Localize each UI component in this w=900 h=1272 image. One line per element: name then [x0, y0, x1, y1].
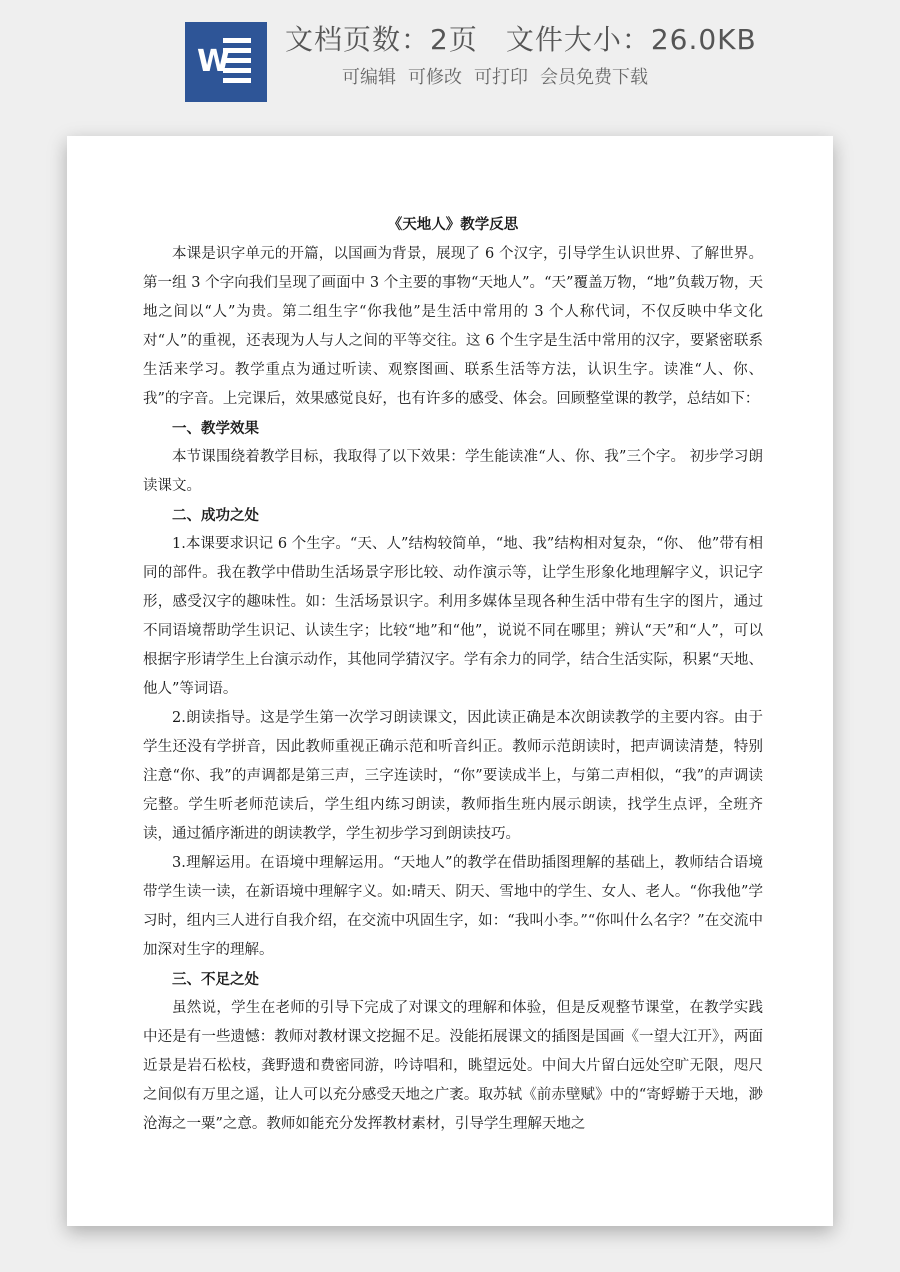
- word-document-icon: [185, 22, 267, 102]
- feature-member-download: 会员免费下载: [540, 67, 648, 88]
- success-item-1: 1.本课要求识记 6 个生字。“天、人”结构较简单，“地、我”结构相对复杂，“你、 他”带有相同的部件。我在教学中借助生活场景字形比较、动作演示等，让学生形象化地理解字义，识记字形，感受汉字的趣味性。如：生活场景识字。利用多媒体呈现各种生活中带有生字的图片，通过不同语境帮助学生识记、认读生字；比较“地”和“他”，说说不同在哪里；辨认“天”和“人”，可以根据字形请学生上台演示动作，其他同学猜汉字。学有余力的同学，结合生活实际，积累“天地、他人”等词语。: [143, 536, 763, 697]
- document-title: 《天地人》教学反思: [387, 216, 519, 233]
- feature-printable: 可打印: [474, 67, 528, 88]
- word-letter-w: W: [197, 44, 231, 79]
- feature-modifiable: 可修改: [408, 67, 462, 88]
- intro-paragraph: 本课是识字单元的开篇，以国画为背景，展现了 6 个汉字，引导学生认识世界、了解世界。第一组 3 个字向我们呈现了画面中 3 个主要的事物“天地人”。“天”覆盖万物，“地”负载万物，天地之间以“人”为贵。第二组生字“你我他”是生活中常用的 3 个人称代词，不仅反映中华文化对“人”的重视，还表现为人与人之间的平等交往。这 6 个生字是生活中常用的汉字，要紧密联系生活来学习。教学重点为通过听读、观察图画、联系生活等方法，认识生字。读准“人、你、我”的字音。上完课后，效果感觉良好，也有许多的感受、体会。回顾整堂课的教学，总结如下：: [143, 246, 763, 407]
- file-meta: [285, 20, 757, 60]
- file-size: 文件大小：26.0KB: [505, 23, 757, 56]
- success-item-2: 2.朗读指导。这是学生第一次学习朗读课文，因此读正确是本次朗读教学的主要内容。由于学生还没有学拼音，因此教师重视正确示范和听音纠正。教师示范朗读时，把声调读清楚，特别注意“你、我”的声调都是第三声，三字连读时，“你”要读成半上，与第二声相似，“我”的声调读完整。学生听老师范读后，学生组内练习朗读，教师指生班内展示朗读，找学生点评，全班齐读，通过循序渐进的朗读教学，学生初步学习到朗读技巧。: [143, 710, 763, 842]
- section-heading-shortcoming: 三、不足之处: [172, 971, 259, 988]
- feature-list: [342, 64, 660, 92]
- document-body: [143, 210, 763, 1139]
- section-heading-success: 二、成功之处: [172, 507, 259, 524]
- page-count: 文档页数：2页: [285, 23, 478, 56]
- feature-editable: 可编辑: [342, 67, 396, 88]
- document-page: [67, 136, 833, 1226]
- section-heading-effect: 一、教学效果: [172, 420, 259, 437]
- success-item-3: 3.理解运用。在语境中理解运用。“天地人”的教学在借助插图理解的基础上，教师结合语境带学生读一读，在新语境中理解字义。如:晴天、阴天、雪地中的学生、女人、老人。“你我他”学习时，组内三人进行自我介绍，在交流中巩固生字，如：“我叫小李。”“你叫什么名字？”在交流中加深对生字的理解。: [143, 855, 763, 958]
- section-effect-text: 本节课围绕着教学目标，我取得了以下效果：学生能读准“人、你、我”三个字。 初步学习朗读课文。: [143, 449, 763, 494]
- shortcoming-text: 虽然说，学生在老师的引导下完成了对课文的理解和体验，但是反观整节课堂，在教学实践中还是有一些遗憾：教师对教材课文挖掘不足。没能拓展课文的插图是国画《一望大江开》，两面近景是岩石松枝，龚野遗和费密同游，吟诗唱和，眺望远处。中间大片留白远处空旷无限，咫尺之间似有万里之遥，让人可以充分感受天地之广袤。取苏轼《前赤壁赋》中的“寄蜉蝣于天地，渺沧海之一粟”之意。教师如能充分发挥教材素材，引导学生理解天地之: [143, 1000, 763, 1132]
- download-header: [0, 0, 900, 120]
